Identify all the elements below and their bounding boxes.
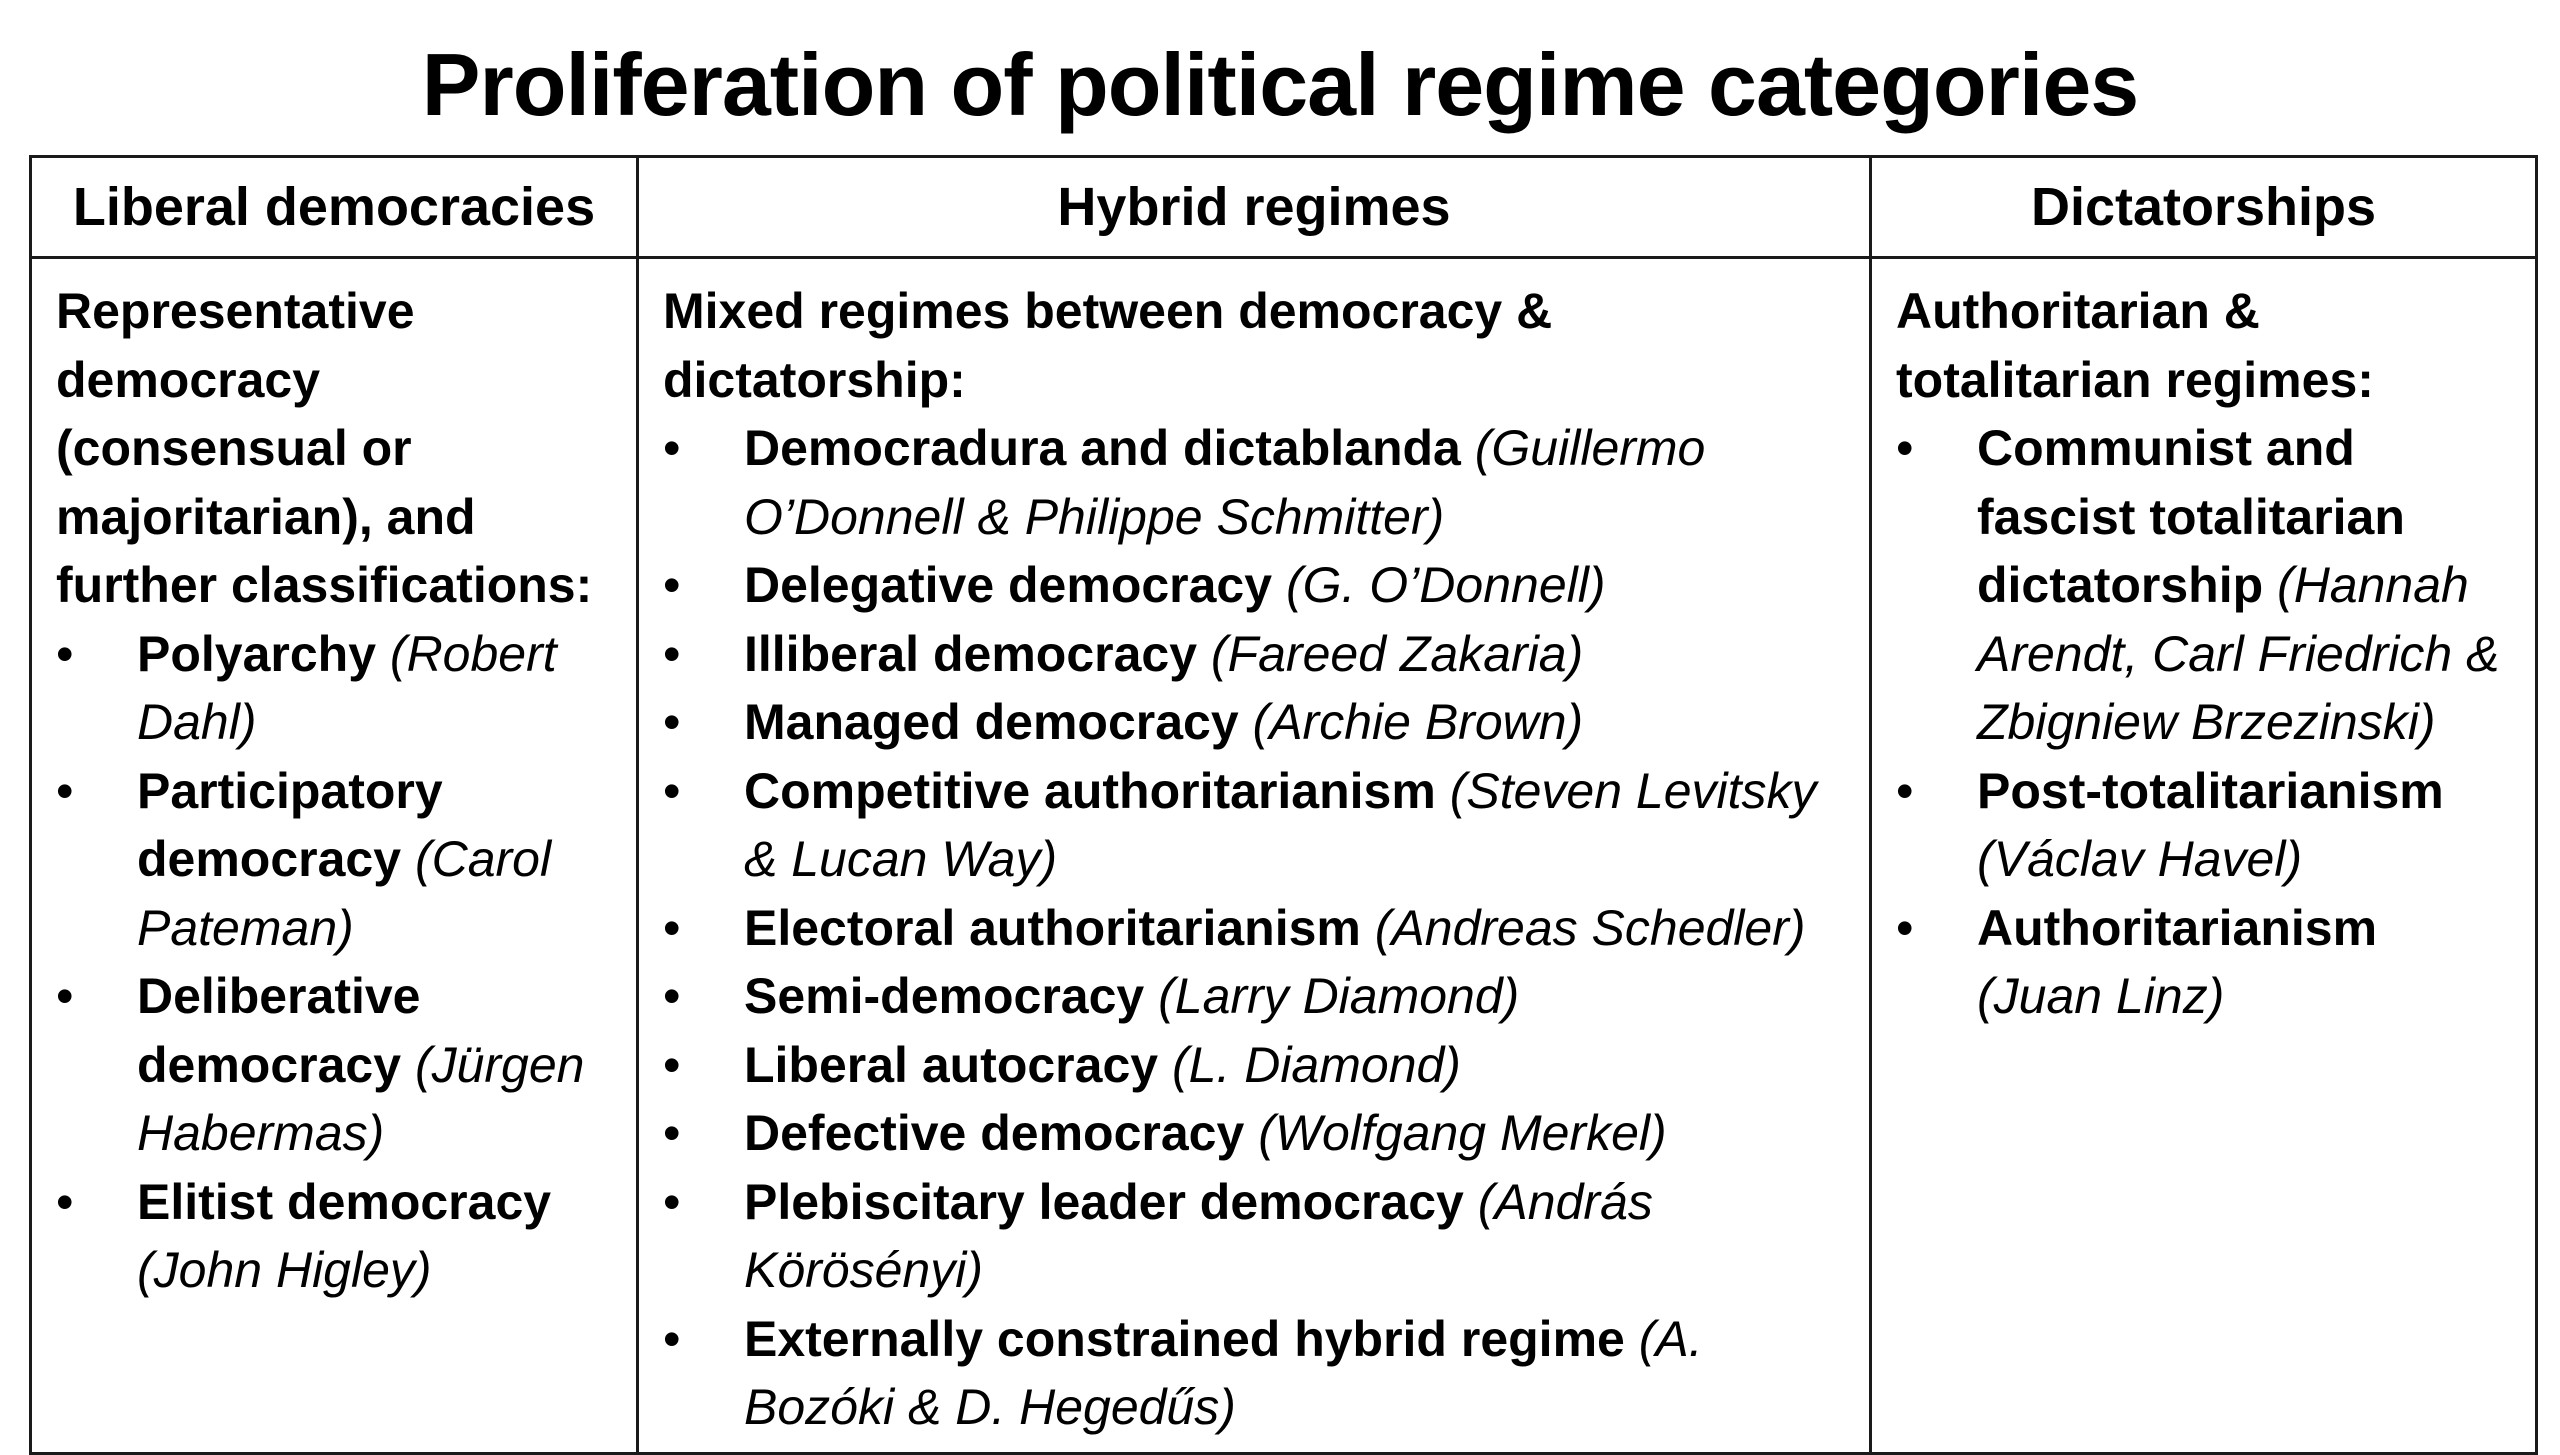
cell-dictatorships — [1871, 258, 2537, 1454]
bullet-icon: • — [663, 1173, 681, 1230]
list-item — [663, 551, 1845, 620]
bullet-icon: • — [56, 968, 74, 1024]
regime-term: Authoritarianism — [1977, 899, 2378, 956]
list-item — [56, 962, 612, 1168]
list-item — [663, 757, 1845, 894]
category-list — [663, 414, 1845, 1442]
regime-term: Elitist democracy — [137, 1173, 552, 1230]
regime-author: (Archie Brown) — [1252, 694, 1584, 750]
bullet-icon: • — [663, 420, 681, 476]
header-dictatorships: Dictatorships — [1871, 157, 2537, 258]
cell-hybrid-regimes — [638, 258, 1871, 1454]
regime-author: (Hannah Arendt, Carl Friedrich & Zbigniew Brzezinski) — [1977, 557, 2500, 750]
column-intro: Mixed regimes between democracy & dictatorship: — [663, 283, 1553, 408]
regime-term: Polyarchy — [137, 625, 377, 682]
bullet-icon: • — [56, 1173, 74, 1230]
bullet-icon: • — [663, 694, 681, 750]
list-item — [56, 1168, 612, 1305]
bullet-icon: • — [663, 557, 681, 613]
regime-term: Communist and fascist totalitarian dictatorship — [1977, 420, 2405, 613]
header-hybrid-regimes: Hybrid regimes — [638, 157, 1871, 258]
bullet-icon: • — [663, 899, 681, 956]
regime-term: Defective democracy — [744, 1105, 1245, 1161]
list-item — [663, 414, 1845, 551]
list-item — [56, 757, 612, 963]
regime-term: Post-totalitarianism — [1977, 762, 2444, 819]
list-item — [663, 688, 1845, 757]
bullet-icon: • — [1896, 420, 1914, 476]
bullet-icon: • — [1896, 762, 1914, 819]
list-item — [663, 962, 1845, 1031]
list-item — [56, 620, 612, 757]
regime-author: (John Higley) — [137, 1242, 432, 1298]
regime-term: Electoral authoritarianism — [744, 899, 1361, 956]
regime-author: (Robert Dahl) — [137, 625, 557, 750]
bullet-icon: • — [56, 762, 74, 819]
header-liberal-democracies: Liberal democracies — [31, 157, 638, 258]
cell-liberal-democracies — [31, 258, 638, 1454]
slide-title: Proliferation of political regime categories — [421, 35, 2139, 134]
list-item — [1896, 414, 2511, 757]
regime-author: (A. Bozóki & D. Hegedűs) — [744, 1310, 1703, 1435]
regime-author: (Fareed Zakaria) — [1210, 625, 1584, 682]
list-item — [663, 1305, 1845, 1442]
bullet-icon: • — [663, 1036, 681, 1093]
list-item — [663, 894, 1845, 963]
regime-term: Externally constrained hybrid regime — [744, 1310, 1625, 1367]
list-item — [1896, 894, 2511, 1031]
regime-term: Competitive authoritarianism — [744, 762, 1436, 819]
table-header-row — [31, 157, 2537, 258]
category-list — [1896, 414, 2511, 1031]
regime-author: (Carol Pateman) — [137, 831, 552, 956]
table-body-row — [31, 258, 2537, 1454]
regime-author: (Jürgen Habermas) — [137, 1036, 585, 1161]
regime-author: (Steven Levitsky & Lucan Way) — [744, 762, 1817, 887]
bullet-icon: • — [663, 968, 681, 1024]
bullet-icon: • — [663, 1105, 681, 1161]
bullet-icon: • — [56, 625, 74, 682]
regime-term: Liberal autocracy — [744, 1036, 1159, 1093]
bullet-icon: • — [663, 762, 681, 819]
bullet-icon: • — [663, 1310, 681, 1367]
regime-author: (Andreas Schedler) — [1374, 899, 1806, 956]
regime-term: Semi-democracy — [744, 968, 1145, 1024]
bullet-icon: • — [663, 625, 681, 682]
list-item — [663, 1099, 1845, 1168]
regime-author: (G. O’Donnell) — [1285, 557, 1606, 613]
regime-author: (Václav Havel) — [1977, 831, 2303, 887]
regime-term: Managed democracy — [744, 694, 1239, 750]
list-item — [663, 1031, 1845, 1100]
bullet-icon: • — [1896, 899, 1914, 956]
regime-author: (Larry Diamond) — [1158, 968, 1520, 1024]
list-item — [1896, 757, 2511, 894]
category-list — [56, 620, 612, 1305]
regime-term: Delegative democracy — [744, 557, 1273, 613]
regime-term: Participatory democracy — [137, 762, 443, 887]
regime-author: (Wolfgang Merkel) — [1258, 1105, 1667, 1161]
regime-author: (András Körösényi) — [744, 1173, 1653, 1298]
column-intro: Representative democracy (consensual or majoritarian), and further classifications: — [56, 283, 593, 613]
regime-author: (Guillermo O’Donnell & Philippe Schmitter) — [744, 420, 1706, 545]
regime-term: Democradura and dictablanda — [744, 420, 1461, 476]
regime-term: Illiberal democracy — [744, 625, 1198, 682]
column-intro: Authoritarian & totalitarian regimes: — [1896, 283, 2374, 408]
list-item — [663, 620, 1845, 689]
regime-term: Plebiscitary leader democracy — [744, 1173, 1464, 1230]
regime-categories-table — [29, 155, 2538, 1455]
regime-term: Deliberative democracy — [137, 968, 421, 1093]
regime-author: (L. Diamond) — [1171, 1036, 1461, 1093]
regime-author: (Juan Linz) — [1977, 968, 2225, 1024]
list-item — [663, 1168, 1845, 1305]
